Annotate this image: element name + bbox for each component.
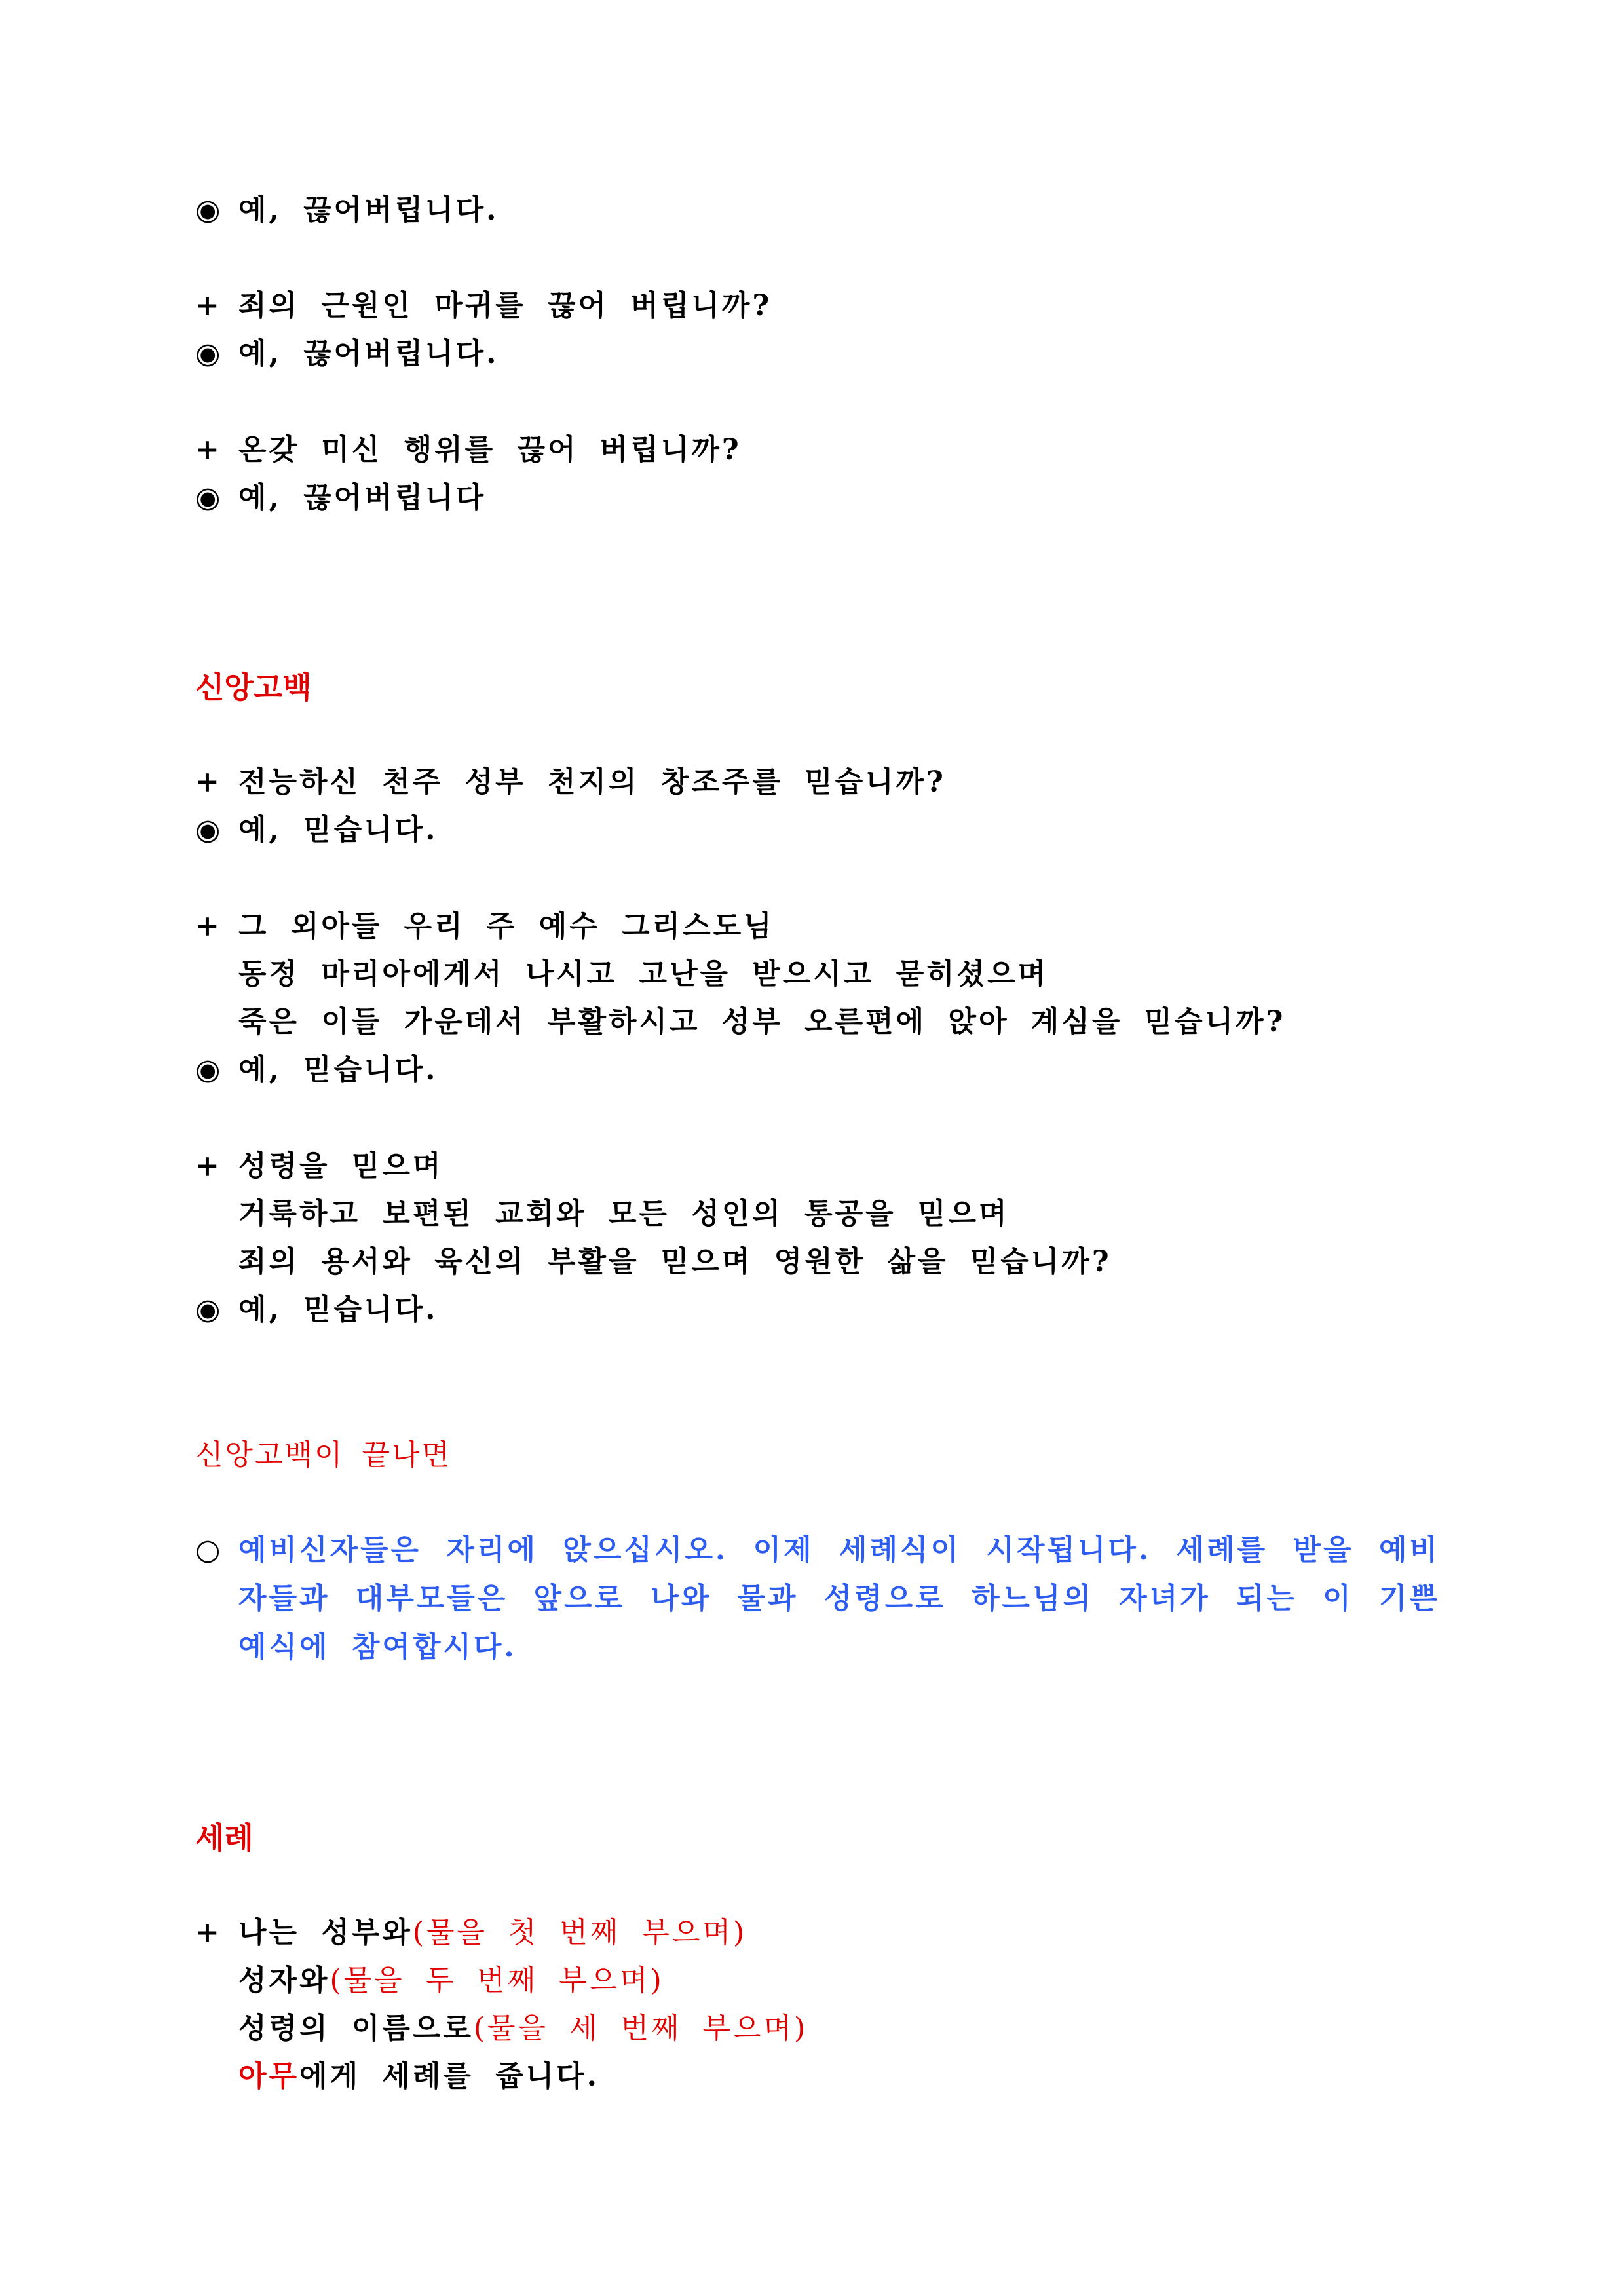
question-continuation: 죄의 용서와 육신의 부활을 믿으며 영원한 삶을 믿습니까? [238,1245,1112,1278]
response-text: 예, 끊어버립니다. [238,193,499,227]
question-continuation: 동정 마리아에게서 나시고 고난을 받으시고 묻히셨으며 [238,957,1049,991]
baptism-formula-line [238,2052,599,2101]
response-line [195,186,499,235]
formula-text: 성자와 [238,1964,330,1997]
formula-text: 성령의 이름으로 [238,2012,474,2045]
rubric-inline: (물을 첫 번째 부으며) [412,1916,747,1949]
response-text: 예, 믿습니다. [238,1053,438,1086]
baptism-formula-line [238,1957,664,2005]
rubric-inline: (물을 세 번째 부으며) [473,2012,808,2045]
baptism-formula-line [238,2004,808,2053]
question-text: 온갖 미신 행위를 끊어 버립니까? [238,433,742,467]
response-line [195,1046,438,1094]
creed-heading: 신앙고백 [195,670,312,705]
question-line [195,282,772,330]
rubric-inline: (물을 두 번째 부으며) [330,1964,664,1997]
response-mark: ◉ [195,1293,223,1326]
response-text: 예, 끊어버립니다 [238,481,487,514]
response-text: 예, 끊어버립니다. [238,337,499,370]
question-continuation: 죽은 이들 가운데서 부활하시고 성부 오른편에 앉아 계심을 믿습니까? [238,1005,1286,1039]
question-text: 성령을 믿으며 [238,1149,444,1183]
question-line [195,902,774,951]
response-text: 예, 믿습니다. [238,813,438,847]
question-mark: + [195,1149,222,1183]
baptism-formula-line [195,1909,747,1957]
question-mark: + [195,289,222,322]
response-line [195,1286,438,1334]
circle-icon: ○ [195,1533,223,1567]
response-line [195,330,499,378]
rubric-note: 신앙고백이 끝나면 [195,1438,452,1472]
question-line [195,1142,443,1191]
instruction-paragraph [195,1526,1440,1672]
instruction-text: 예비신자들은 자리에 앉으십시오. 이제 세례식이 시작됩니다. 세례를 받을 예비자들과 대부모들은 앞으로 나와 물과 성령으로 하느님의 자녀가 되는 이 기쁜 예식에 참여합시다. [238,1533,1440,1664]
question-continuation: 거룩하고 보편된 교회와 모든 성인의 통공을 믿으며 [238,1197,1010,1231]
question-text: 전능하신 천주 성부 천지의 창조주를 믿습니까? [238,765,946,799]
response-mark: ◉ [195,813,223,847]
baptism-heading: 세례 [195,1820,254,1856]
question-mark: + [195,765,222,799]
question-line [195,758,946,807]
question-line [195,426,742,474]
question-text: 그 외아들 우리 주 예수 그리스도님 [238,909,774,943]
question-mark: + [195,909,222,943]
question-mark: + [195,433,222,467]
response-mark: ◉ [195,481,223,514]
name-placeholder: 아무 [238,2059,300,2093]
question-mark: + [195,1916,222,1949]
formula-text: 나는 성부와 [238,1916,413,1949]
response-line [195,806,438,854]
response-mark: ◉ [195,1053,223,1086]
formula-text: 에게 세례를 줍니다. [299,2059,600,2093]
response-mark: ◉ [195,193,223,227]
question-text: 죄의 근원인 마귀를 끊어 버립니까? [238,289,772,322]
response-mark: ◉ [195,337,223,370]
response-line [195,474,486,522]
response-text: 예, 믿습니다. [238,1293,438,1326]
